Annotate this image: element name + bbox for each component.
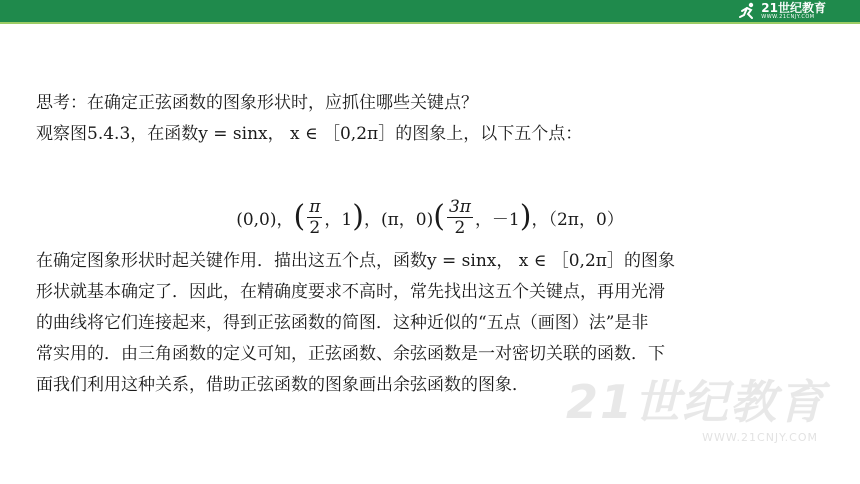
runner-logo-icon <box>738 2 758 20</box>
five-points-formula <box>0 190 860 244</box>
paren-close: ) <box>519 199 532 234</box>
header-bar <box>0 0 860 22</box>
paragraph-line: 在确定图象形状时起关键作用．描出这五个点，函数y = sinx， x ∈ ［0,2π］的图象 <box>36 251 675 271</box>
paragraph-line: 常实用的．由三角函数的定义可知，正弦函数、余弦函数是一对密切关联的函数．下 <box>36 344 665 364</box>
point-4-tail: ，－1 <box>474 209 520 230</box>
header-accent-line <box>0 22 860 24</box>
observation-line: 观察图5.4.3，在函数y = sinx， x ∈ ［0,2π］的图象上，以下五个点： <box>36 124 583 144</box>
fraction-numerator: π <box>309 196 321 217</box>
point-origin: (0,0)， <box>236 209 294 230</box>
fraction-numerator: 3π <box>448 196 471 217</box>
site-logo[interactable] <box>738 1 826 21</box>
point-pi: ，(π，0) <box>363 209 434 230</box>
question-line: 思考：在确定正弦函数的图象形状时，应抓住哪些关键点？ <box>36 93 478 113</box>
watermark-logo: 21世纪教育 <box>565 375 826 429</box>
fraction-denominator: 2 <box>309 217 321 238</box>
logo-subtext: WWW.21CNJY.COM <box>761 14 815 20</box>
paragraph-line: 形状就基本确定了．因此，在精确度要求不高时，常先找出这五个关键点，再用光滑 <box>36 282 665 302</box>
watermark-url: WWW.21CNJY.COM <box>702 431 818 444</box>
point-2-tail: ，1 <box>324 209 353 230</box>
fraction-denominator: 2 <box>454 217 466 238</box>
point-2pi: ，（2π，0） <box>531 209 624 230</box>
paren-open: ( <box>293 199 306 234</box>
paragraph-line: 的曲线将它们连接起来，得到正弦函数的简图．这种近似的“五点（画图）法”是非 <box>36 313 649 333</box>
logo-text: 21世纪教育 <box>761 1 826 15</box>
paren-open: ( <box>433 199 445 234</box>
paren-close: ) <box>352 199 364 234</box>
fraction-3pi-over-2 <box>447 197 473 238</box>
fraction-pi-over-2 <box>307 197 322 238</box>
paragraph-line: 面我们利用这种关系，借助正弦函数的图象画出余弦函数的图象． <box>36 375 529 395</box>
intro-text <box>36 88 836 150</box>
